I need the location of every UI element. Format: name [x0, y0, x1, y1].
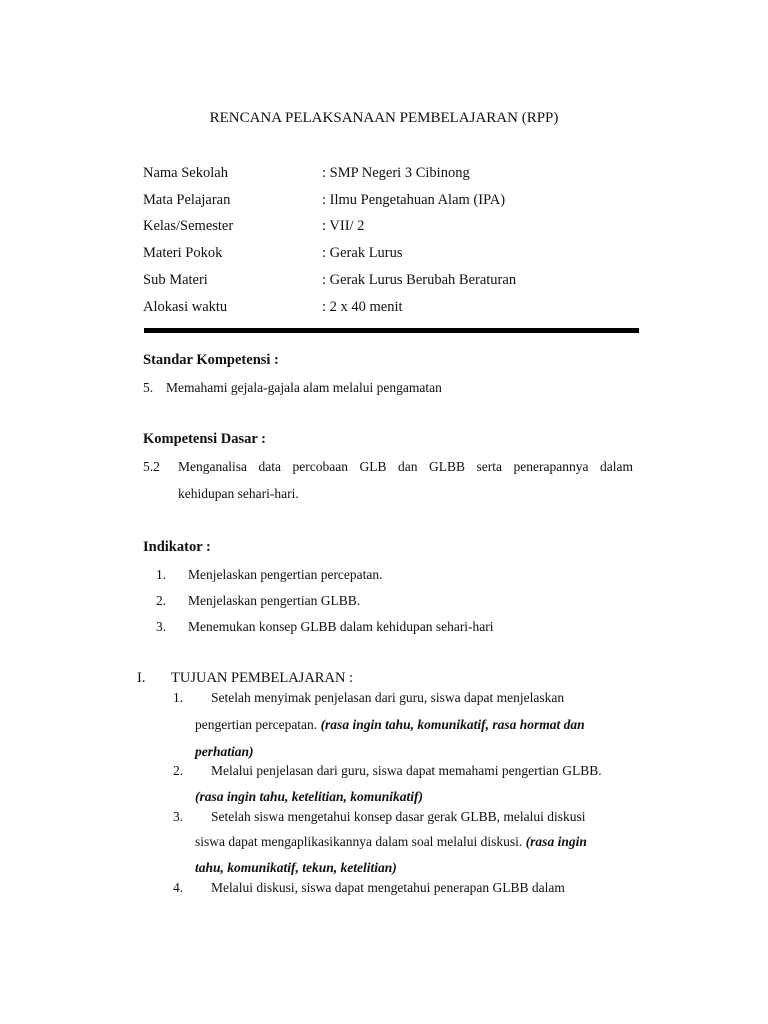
tujuan-item-1-line-2-text: pengertian percepatan. — [195, 717, 318, 732]
tujuan-item-3-line-2-text: siswa dapat mengaplikasikannya dalam soal melalui diskusi. — [195, 834, 523, 849]
kompetensi-line-1: Menganalisa data percobaan GLB dan GLBB serta penerapannya dalam — [178, 459, 633, 474]
identity-label-subtopic: Sub Materi — [143, 272, 208, 288]
identity-label-subject: Mata Pelajaran — [143, 192, 231, 208]
kompetensi-line-2: kehidupan sehari-hari. — [178, 486, 299, 501]
tujuan-item-1-number: 1. — [173, 690, 184, 705]
tujuan-item-2-values: (rasa ingin tahu, ketelitian, komunikatif) — [195, 789, 424, 804]
identity-label-class: Kelas/Semester — [143, 218, 234, 234]
indikator-item-1-text: Menjelaskan pengertian percepatan. — [188, 567, 383, 582]
kompetensi-number: 5.2 — [143, 459, 160, 474]
identity-value-time: : 2 x 40 menit — [322, 299, 403, 315]
document-title: RENCANA PELAKSANAAN PEMBELAJARAN (RPP) — [209, 110, 559, 126]
standar-heading: Standar Kompetensi : — [143, 352, 279, 368]
tujuan-item-3-line-1: Setelah siswa mengetahui konsep dasar gerak GLBB, melalui diskusi — [211, 809, 586, 824]
indikator-item-3-text: Menemukan konsep GLBB dalam kehidupan sehari-hari — [188, 619, 494, 634]
tujuan-item-4-number: 4. — [173, 880, 184, 895]
tujuan-item-3-number: 3. — [173, 809, 184, 824]
identity-value-class: : VII/ 2 — [322, 218, 365, 234]
identity-value-school: : SMP Negeri 3 Cibinong — [322, 165, 470, 181]
identity-label-time: Alokasi waktu — [143, 299, 228, 315]
tujuan-item-3-line-3: tahu, komunikatif, tekun, ketelitian) — [195, 860, 397, 875]
indikator-item-2-number: 2. — [156, 593, 167, 608]
separator-rule — [144, 328, 639, 333]
tujuan-item-2-number: 2. — [173, 763, 184, 778]
tujuan-item-4-line-1: Melalui diskusi, siswa dapat mengetahui penerapan GLBB dalam — [211, 880, 565, 895]
standar-text: Memahami gejala-gajala alam melalui pengamatan — [166, 380, 442, 395]
identity-value-topic: : Gerak Lurus — [322, 245, 403, 261]
indikator-heading: Indikator : — [143, 539, 211, 555]
tujuan-item-1-line-1: Setelah menyimak penjelasan dari guru, siswa dapat menjelaskan — [211, 690, 565, 705]
tujuan-item-1-line-2 — [195, 717, 585, 733]
tujuan-heading: TUJUAN PEMBELAJARAN : — [171, 670, 354, 686]
indikator-item-3-number: 3. — [156, 619, 167, 634]
kompetensi-heading: Kompetensi Dasar : — [143, 431, 266, 447]
tujuan-item-1-values: (rasa ingin tahu, komunikatif, rasa hormat dan — [320, 717, 585, 732]
tujuan-item-3-line-2 — [195, 834, 587, 850]
indikator-item-1-number: 1. — [156, 567, 167, 582]
indikator-item-2-text: Menjelaskan pengertian GLBB. — [188, 593, 361, 608]
tujuan-roman-numeral: I. — [137, 670, 146, 686]
identity-value-subject: : Ilmu Pengetahuan Alam (IPA) — [322, 192, 506, 208]
identity-label-school: Nama Sekolah — [143, 165, 228, 181]
standar-number: 5. — [143, 380, 154, 395]
tujuan-item-1-line-3: perhatian) — [195, 744, 254, 759]
tujuan-item-2-line-1: Melalui penjelasan dari guru, siswa dapat memahami pengertian GLBB. — [211, 763, 602, 778]
identity-value-subtopic: : Gerak Lurus Berubah Beraturan — [322, 272, 517, 288]
tujuan-item-3-values-start: (rasa ingin — [525, 834, 587, 849]
identity-label-topic: Materi Pokok — [143, 245, 223, 261]
